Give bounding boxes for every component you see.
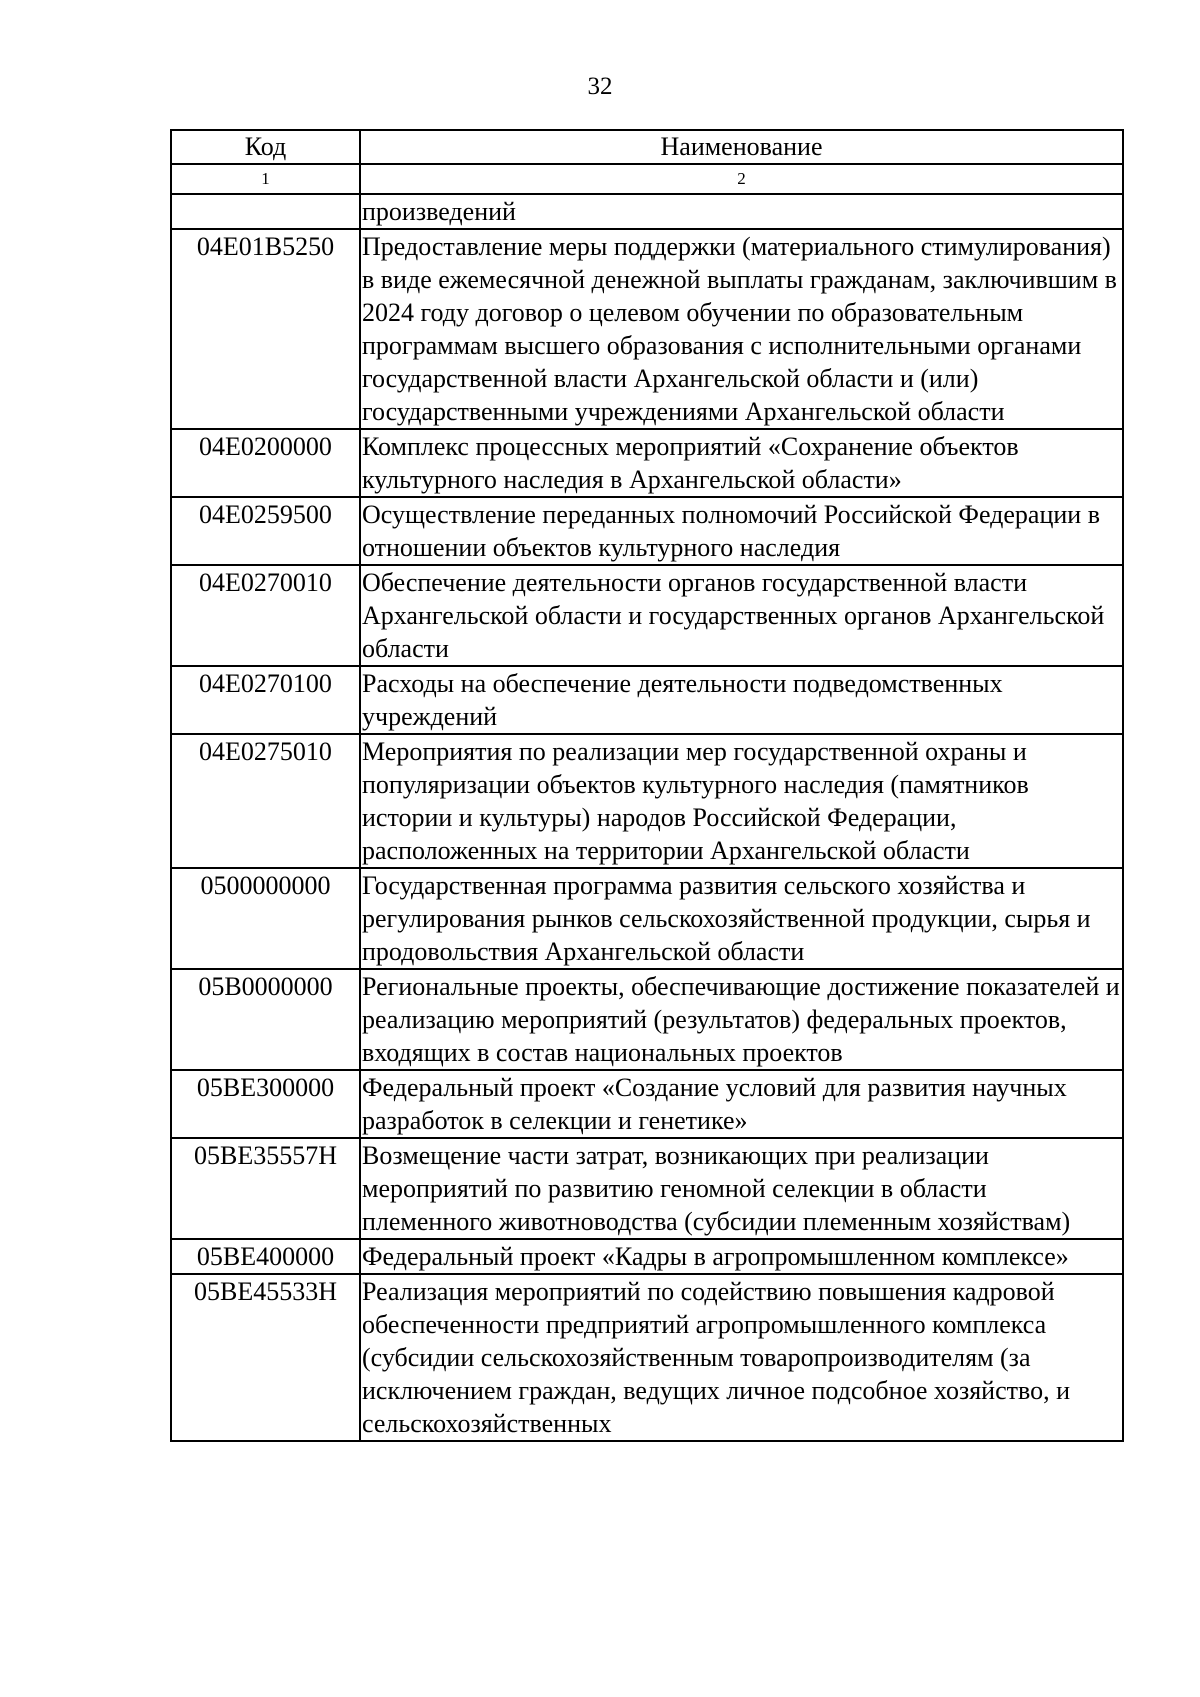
row-name: Осуществление переданных полномочий Российской Федерации в отношении объектов культурного наследия xyxy=(360,497,1123,565)
row-name: Региональные проекты, обеспечивающие достижение показателей и реализацию мероприятий (результатов) федеральных проектов, входящих в состав национальных проектов xyxy=(360,969,1123,1070)
column-number-row xyxy=(171,164,1123,194)
row-name: произведений xyxy=(360,194,1123,229)
column-number-name: 2 xyxy=(360,164,1123,194)
row-name: Федеральный проект «Создание условий для развития научных разработок в селекции и генетике» xyxy=(360,1070,1123,1138)
table-row xyxy=(171,969,1123,1070)
row-code: 04E0270100 xyxy=(171,666,360,734)
table-row xyxy=(171,1138,1123,1239)
row-code: 05B0000000 xyxy=(171,969,360,1070)
table-row xyxy=(171,734,1123,868)
row-name: Обеспечение деятельности органов государственной власти Архангельской области и государственных органов Архангельской области xyxy=(360,565,1123,666)
row-name: Мероприятия по реализации мер государственной охраны и популяризации объектов культурного наследия (памятников истории и культуры) народов Российской Федерации, расположенных на территории Архангельской области xyxy=(360,734,1123,868)
row-name: Предоставление меры поддержки (материального стимулирования) в виде ежемесячной денежной выплаты гражданам, заключившим в 2024 году договор о целевом обучении по образовательным программам высшего образования с исполнительными органами государственной власти Архангельской области и (или) государственными учреждениями Архангельской области xyxy=(360,229,1123,429)
row-code xyxy=(171,194,360,229)
header-name: Наименование xyxy=(360,130,1123,164)
row-code: 04E01B5250 xyxy=(171,229,360,429)
row-name: Федеральный проект «Кадры в агропромышленном комплексе» xyxy=(360,1239,1123,1274)
row-code: 04E0270010 xyxy=(171,565,360,666)
row-code: 05BE45533H xyxy=(171,1274,360,1441)
table-row xyxy=(171,1070,1123,1138)
budget-codes-table xyxy=(170,129,1124,1442)
row-code: 05BE35557H xyxy=(171,1138,360,1239)
row-code: 04E0200000 xyxy=(171,429,360,497)
table-row xyxy=(171,497,1123,565)
row-name: Возмещение части затрат, возникающих при реализации мероприятий по развитию геномной селекции в области племенного животноводства (субсидии племенным хозяйствам) xyxy=(360,1138,1123,1239)
row-code: 05BE400000 xyxy=(171,1239,360,1274)
row-code: 0500000000 xyxy=(171,868,360,969)
table-row xyxy=(171,1274,1123,1441)
row-code: 04E0275010 xyxy=(171,734,360,868)
column-number-code: 1 xyxy=(171,164,360,194)
table-row xyxy=(171,229,1123,429)
table-row xyxy=(171,194,1123,229)
table-row xyxy=(171,1239,1123,1274)
row-code: 04E0259500 xyxy=(171,497,360,565)
table-row xyxy=(171,868,1123,969)
header-code: Код xyxy=(171,130,360,164)
row-name: Реализация мероприятий по содействию повышения кадровой обеспеченности предприятий агропромышленного комплекса (субсидии сельскохозяйственным товаропроизводителям (за исключением граждан, ведущих личное подсобное хозяйство, и сельскохозяйственных xyxy=(360,1274,1123,1441)
row-name: Расходы на обеспечение деятельности подведомственных учреждений xyxy=(360,666,1123,734)
header-row xyxy=(171,130,1123,164)
table-row xyxy=(171,429,1123,497)
row-name: Государственная программа развития сельского хозяйства и регулирования рынков сельскохозяйственной продукции, сырья и продовольствия Архангельской области xyxy=(360,868,1123,969)
page-number: 32 xyxy=(587,73,613,100)
table-row xyxy=(171,666,1123,734)
row-code: 05BE300000 xyxy=(171,1070,360,1138)
row-name: Комплекс процессных мероприятий «Сохранение объектов культурного наследия в Архангельской области» xyxy=(360,429,1123,497)
table-row xyxy=(171,565,1123,666)
